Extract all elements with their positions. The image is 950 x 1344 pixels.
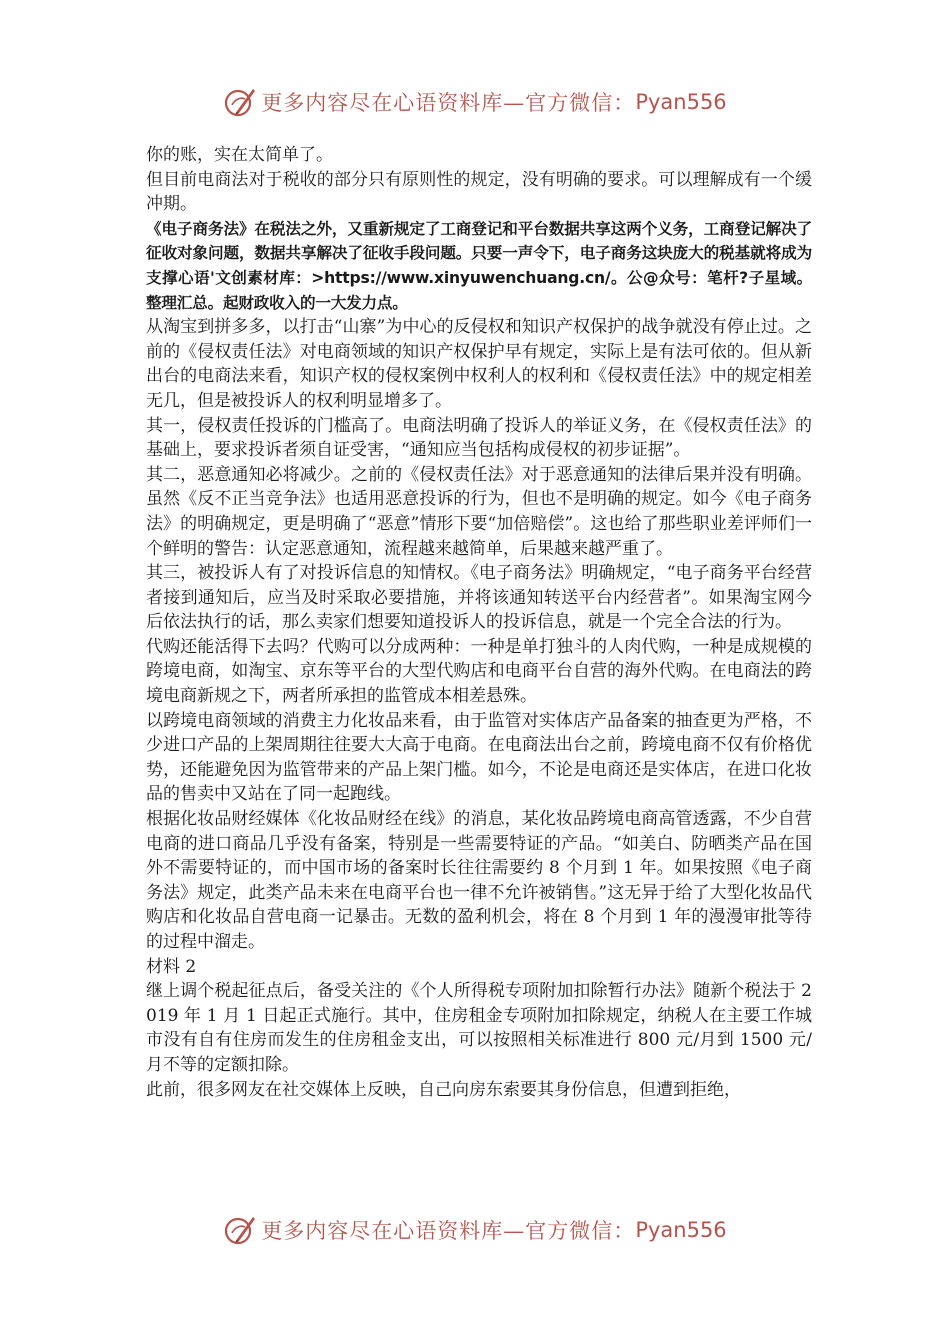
paragraph-9: 以跨境电商领域的消费主力化妆品来看，由于监管对实体店产品备案的抽查更为严格，不少进口产品的上架周期往往要大大高于电商。在电商法出台之前，跨境电商不仅有价格优势，还能避免因为监管带来的产品上架门槛。如今，不论是电商还是实体店，在进口化妆品的售卖中又站在了同一起跑线。 bbox=[146, 710, 812, 805]
paragraph-11: 继上调个税起征点后，备受关注的《个人所得税专项附加扣除暂行办法》随新个税法于 2019 年 1 月 1 日起正式施行。其中，住房租金专项附加扣除规定，纳税人在主要工作城市没有自有住房而发生的住房租金支出，可以按照相关标准进行 800 元/月到 1500 元/月不等的定额扣除。 bbox=[146, 981, 812, 1075]
paragraph-2: 但目前电商法对于税收的部分只有原则性的规定，没有明确的要求。可以理解成有一个缓冲期。 bbox=[146, 169, 812, 215]
paragraph-10: 根据化妆品财经媒体《化妆品财经在线》的消息，某化妆品跨境电商高管透露，不少自营电商的进口商品几乎没有备案，特别是一些需要特证的产品。“如美白、防晒类产品在国外不需要特证的，而中国市场的备案时长往往需要约 8 个月到 1 年。如果按照《电子商务法》规定，此类产品未来在电商平台也一律不允许被销售。”这无异于给了大型化妆品代购店和化妆品自营电商一记暴击。无数的盈利机会，将在 8 个月到 1 年的漫漫审批等待的过程中溜走。 bbox=[146, 809, 812, 952]
header-banner bbox=[0, 82, 950, 122]
footer-wechat-id: Pyan556 bbox=[635, 1218, 727, 1242]
paragraph-6: 其二，恶意通知必将减少。之前的《侵权责任法》对于恶意通知的法律后果并没有明确。虽然《反不正当竞争法》也适用恶意投诉的行为，但也不是明确的规定。如今《电子商务法》的明确规定，更是明确了“恶意”情形下要“加倍赔偿”。这也给了那些职业差评师们一个鲜明的警告：认定恶意通知，流程越来越简单，后果越来越严重了。 bbox=[146, 464, 812, 559]
paragraph-3: 《电子商务法》在税法之外，又重新规定了工商登记和平台数据共享这两个义务，工商登记解决了征收对象问题，数据共享解决了征收手段问题。只要一声令下，电子商务这块庞大的税基就将成为支撑心语'文创素材库：>https://www.xinyuwenchuang.cn/。公@众号：笔杆?子星域。整理汇总。起财政收入的一大发力点。 bbox=[146, 219, 812, 312]
pen-logo-icon bbox=[223, 1213, 257, 1247]
pen-logo-icon bbox=[223, 85, 257, 119]
section-heading: 材料 2 bbox=[146, 956, 197, 977]
paragraph-5: 其一，侵权责任投诉的门槛高了。电商法明确了投诉人的举证义务，在《侵权责任法》的基础上，要求投诉者须自证受害，“通知应当包括构成侵权的初步证据”。 bbox=[146, 415, 812, 461]
paragraph-1: 你的账，实在太简单了。 bbox=[146, 145, 333, 165]
footer-text: 更多内容尽在心语资料库—官方微信： bbox=[261, 1219, 636, 1243]
paragraph-8: 代购还能活得下去吗？代购可以分成两种：一种是单打独斗的人肉代购，一种是成规模的跨境电商，如淘宝、京东等平台的大型代购店和电商平台自营的海外代购。在电商法的跨境电商新规之下，两者所承担的监管成本相差悬殊。 bbox=[146, 636, 812, 707]
document-body bbox=[146, 143, 812, 1102]
paragraph-7: 其三，被投诉人有了对投诉信息的知情权。《电子商务法》明确规定，“电子商务平台经营者接到通知后，应当及时采取必要措施，并将该通知转送平台内经营者”。如果淘宝网今后依法执行的话，那么卖家们想要知道投诉人的投诉信息，就是一个完全合法的行为。 bbox=[146, 563, 812, 633]
footer-banner bbox=[0, 1210, 950, 1250]
paragraph-4: 从淘宝到拼多多，以打击“山寨”为中心的反侵权和知识产权保护的战争就没有停止过。之前的《侵权责任法》对电商领域的知识产权保护早有规定，实际上是有法可依的。但从新出台的电商法来看，知识产权的侵权案例中权利人的权利和《侵权责任法》中的规定相差无几，但是被投诉人的权利明显增多了。 bbox=[146, 317, 812, 411]
paragraph-12: 此前，很多网友在社交媒体上反映，自己向房东索要其身份信息，但遭到拒绝， bbox=[146, 1079, 741, 1100]
header-text: 更多内容尽在心语资料库—官方微信： bbox=[261, 91, 636, 115]
header-wechat-id: Pyan556 bbox=[635, 90, 727, 114]
